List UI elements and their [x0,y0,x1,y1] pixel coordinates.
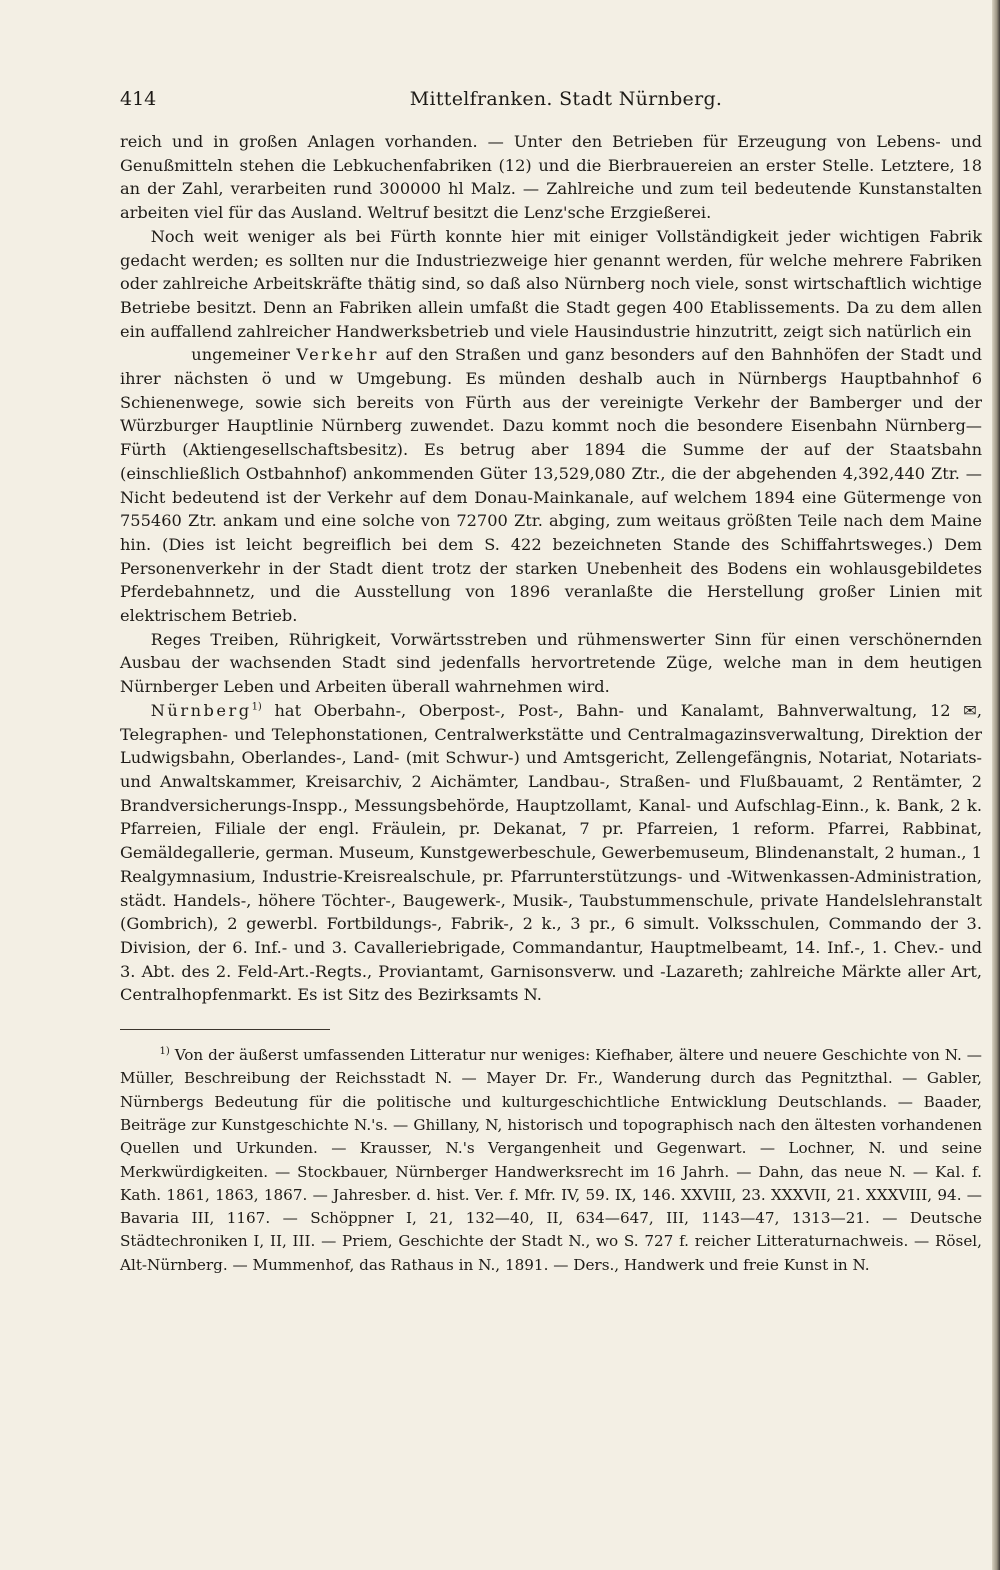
page-edge [992,0,1000,1570]
paragraph-traffic [120,343,982,627]
book-page [120,88,982,1277]
paragraph-industry: reich und in großen Anlagen vorhanden. — Unter den Betrieben für Erzeugung von Lebens- und Genußmitteln stehen die Lebkuchenfabriken (12) und die Bierbrauereien an erster Stelle. Letztere, 18 an der Zahl, verarbeiten rund 300000 hl Malz. — Zahlreiche und zum teil bedeutende Kunstanstalten arbeiten viel für das Ausland. Weltruf besitzt die Lenz'sche Erzgießerei. [120,132,982,223]
running-head [120,88,982,122]
keyword-verkehr: Verkehr [296,345,379,365]
footnote-marker: 1) [159,1045,170,1057]
paragraph-institutions [120,699,982,1007]
paragraph-traffic-lead: ungemeiner [191,345,297,365]
footnote-divider [120,1029,330,1030]
footnote-text: Von der äußerst umfassenden Litteratur nur weniges: Kiefhaber, ältere und neuere Geschichte von N. — Müller, Beschreibung der Reichsstadt N. — Mayer Dr. Fr., Wanderung durch das Pegnitzthal. — Gabler, Nürnbergs Bedeutung für die politische und kulturgeschichtliche Entwicklung Deutschlands. — Baader, Beiträge zur Kunstgeschichte N.'s. — Ghillany, N, historisch und topographisch nach den ältesten vorhandenen Quellen und Urkunden. — Krausser, N.'s Vergangenheit und Gegenwart. — Lochner, N. und seine Merkwürdigkeiten. — Stockbauer, Nürnberger Handwerksrecht im 16 Jahrh. — Dahn, das neue N. — Kal. f. Kath. 1861, 1863, 1867. — Jahresber. d. hist. Ver. f. Mfr. IV, 59. IX, 146. XXVIII, 23. XXXVII, 21. XXXVIII, 94. — Bavaria III, 1167. — Schöppner I, 21, 132—40, II, 634—647, III, 1143—47, 1313—21. — Deutsche Städtechroniken I, II, III. — Priem, Geschichte der Stadt N., wo S. 727 f. reicher Litteraturnachweis. — Rösel, Alt-Nürnberg. — Mummenhof, das Rathaus in N., 1891. — Ders., Handwerk und freie Kunst in N. [120,1046,982,1274]
running-title: Mittelfranken. Stadt Nürnberg. [409,88,723,110]
paragraph-factories: Noch weit weniger als bei Fürth konnte hier mit einiger Vollständigkeit jeder wichtigen Fabrik gedacht werden; es sollten nur die Industriezweige hier genannt werden, für welche mehrere Fabriken oder zahlreiche Arbeitskräfte thätig sind, so daß also Nürnberg noch viele, sonst wirtschaftlich wichtige Betriebe besitzt. Denn an Fabriken allein umfaßt die Stadt gegen 400 Etablissements. Da zu dem allen ein auffallend zahlreicher Handwerksbetrieb und viele Hausindustrie hinzutritt, zeigt sich natürlich ein [120,226,982,341]
page-number: 414 [120,88,157,110]
paragraph-traffic-text: auf den Straßen und ganz besonders auf den Bahnhöfen der Stadt und ihrer nächsten ö und w Umgebung. Es münden deshalb auch in Nürnbergs Hauptbahnhof 6 Schienenwege, sowie sich bereits von Fürth aus der vereinigte Verkehr der Bamberger und der Würzburger Hauptlinie Nürnberg zuwendet. Dazu kommt noch die besondere Eisenbahn Nürnberg—Fürth (Aktiengesellschaftsbesitz). Es betrug aber 1894 die Summe der auf der Staatsbahn (einschließlich Ostbahnhof) ankommenden Güter 13,529,080 Ztr., die der abgehenden 4,392,440 Ztr. — Nicht bedeutend ist der Verkehr auf dem Donau-Mainkanale, auf welchem 1894 eine Gütermenge von 755460 Ztr. ankam und eine solche von 72700 Ztr. abging, zum weitaus größten Teile nach dem Maine hin. (Dies ist leicht begreiflich bei dem S. 422 bezeichneten Stande des Schiffahrtsweges.) Dem Personenverkehr in der Stadt dient trotz der starken Unebenheit des Bodens ein wohlausgebildetes Pferdebahnnetz, und die Ausstellung von 1896 veranlaßte die Herstellung großer Linien mit elektrischem Betrieb. [120,345,982,626]
footnote [120,1044,982,1277]
body-text [120,130,982,1007]
footnote-paragraph [120,1044,982,1277]
keyword-nuernberg: Nürnberg [150,700,252,720]
footnote-reference: 1) [251,701,262,713]
paragraph-character: Reges Treiben, Rührigkeit, Vorwärtsstreben und rühmenswerter Sinn für einen verschönernden Ausbau der wachsenden Stadt sind jedenfalls hervortretende Züge, welche man in dem heutigen Nürnberger Leben und Arbeiten überall wahrnehmen wird. [120,629,982,697]
paragraph-institutions-text: hat Oberbahn-, Oberpost-, Post-, Bahn- und Kanalamt, Bahnverwaltung, 12 ✉, Telegraphen- und Telephonstationen, Centralwerkstätte und Centralmagazinsverwaltung, Direktion der Ludwigsbahn, Oberlandes-, Land- (mit Schwur-) und Amtsgericht, Zellengefängnis, Notariat, Notariats- und Anwaltskammer, Kreisarchiv, 2 Aichämter, Landbau-, Straßen- und Flußbauamt, 2 Rentämter, 2 Brandversicherungs-Inspp., Messungsbehörde, Hauptzollamt, Kanal- und Aufschlag-Einn., k. Bank, 2 k. Pfarreien, Filiale der engl. Fräulein, pr. Dekanat, 7 pr. Pfarreien, 1 reform. Pfarrei, Rabbinat, Gemäldegallerie, german. Museum, Kunstgewerbeschule, Gewerbemuseum, Blindenanstalt, 2 human., 1 Realgymnasium, Industrie-Kreisrealschule, pr. Pfarrunterstützungs- und -Witwenkassen-Administration, städt. Handels-, höhere Töchter-, Baugewerk-, Musik-, Taubstummenschule, private Handelslehranstalt (Gombrich), 2 gewerbl. Fortbildungs-, Fabrik-, 2 k., 3 pr., 6 simult. Volksschulen, Commando der 3. Division, der 6. Inf.- und 3. Cavalleriebrigade, Commandantur, Hauptmelbeamt, 14. Inf.-, 1. Chev.- und 3. Abt. des 2. Feld-Art.-Regts., Proviantamt, Garnisonsverw. und -Lazareth; zahlreiche Märkte aller Art, Centralhopfenmarkt. Es ist Sitz des Bezirksamts N. [120,700,982,1005]
